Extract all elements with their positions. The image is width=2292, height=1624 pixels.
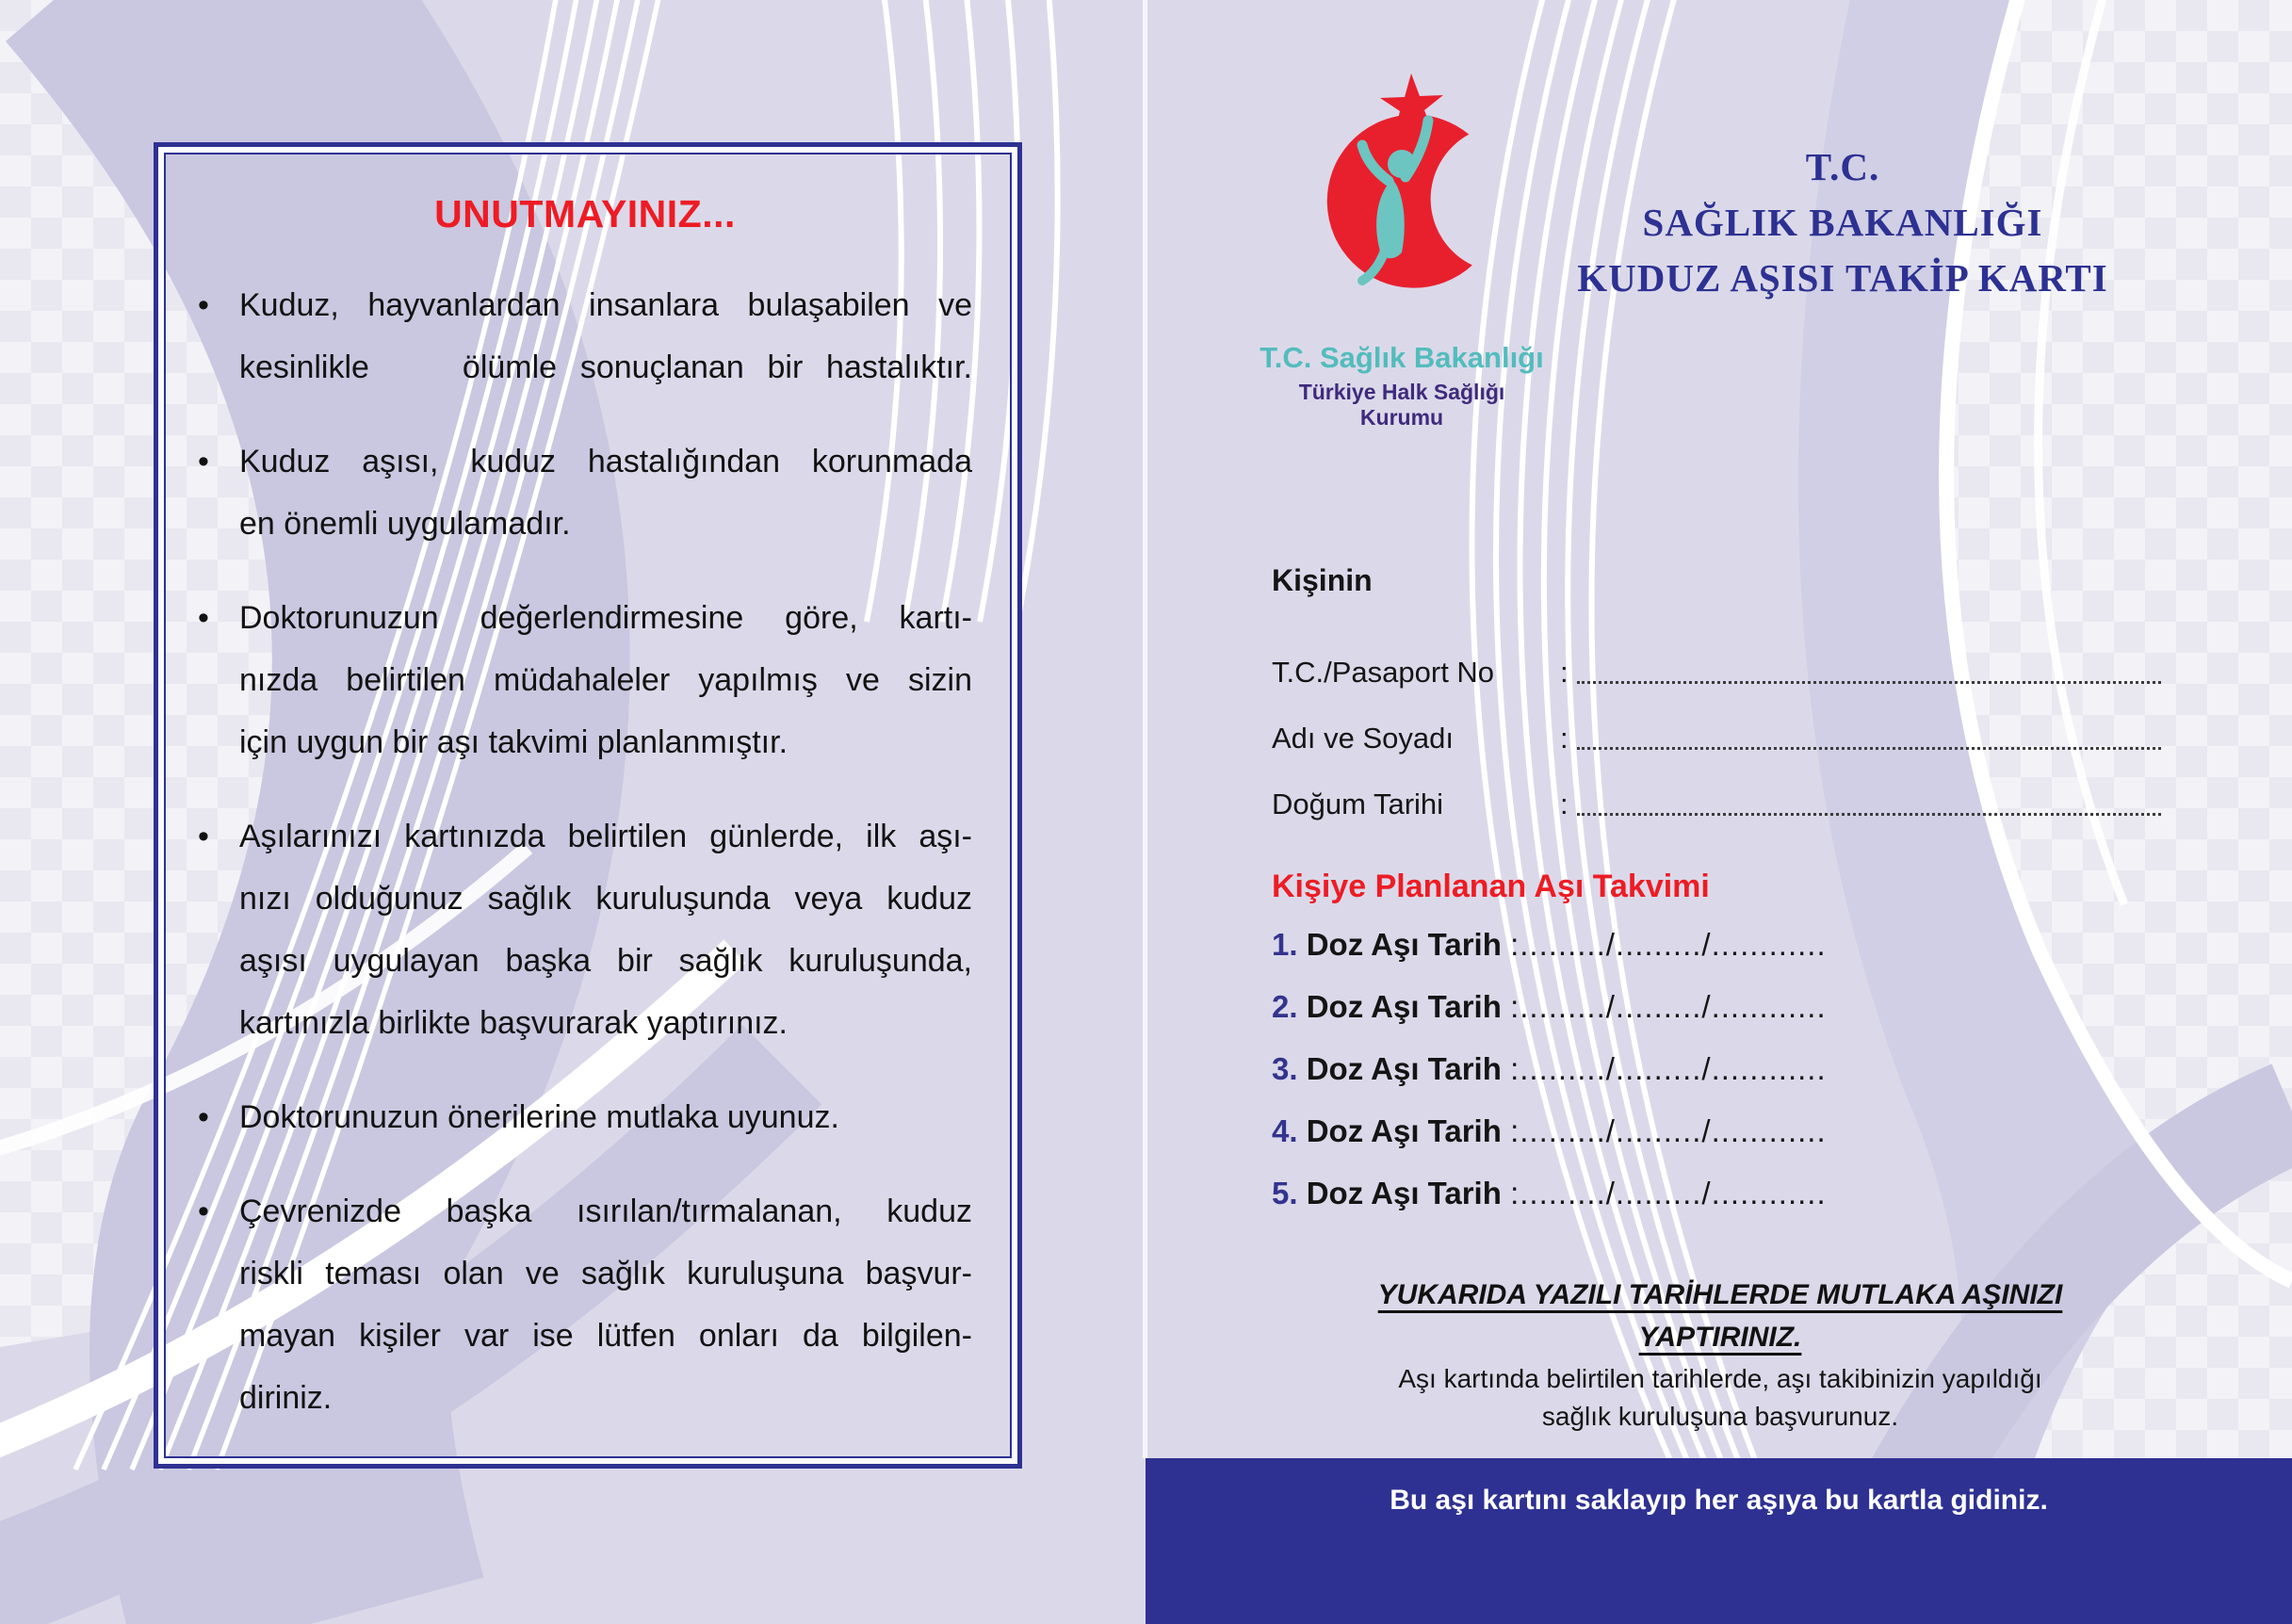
bullet-item [198,587,972,773]
dogum-tarihi-input-line[interactable] [1577,813,2161,816]
card-front-panel [1146,0,2292,1624]
bullet-marker-icon: • [198,287,209,323]
bullet-marker-icon: • [198,1194,209,1229]
bullet-line: Kuduz, hayvanlardan insanlara bulaşabilen ve [239,287,972,323]
warning-line2: YAPTIRINIZ. [1638,1322,1802,1353]
tc-pasaport-no-label: T.C./Pasaport No [1272,656,1495,689]
warning-line1: YUKARIDA YAZILI TARİHLERDE MUTLAKA AŞINIZI [1377,1279,2063,1310]
adi-ve-soyadi-input-line[interactable] [1577,747,2161,750]
dose-label: Doz Aşı Tarih [1297,1051,1511,1086]
dose-date-line[interactable]: :........./........./............ [1510,1176,1827,1210]
dose-number: 4. [1272,1113,1298,1148]
bullet-marker-icon: • [198,444,209,479]
field-colon: : [1560,722,1569,755]
dose-list [1272,927,2195,1238]
dose-row [1272,1051,2195,1113]
bullet-line: mayan kişiler var ise lütfen onları da bilgilen- [239,1318,972,1354]
dose-number: 5. [1272,1176,1298,1210]
bullet-line: aşısı uygulayan başka bir sağlık kuruluşunda, [239,943,972,979]
bullet-item [198,430,972,555]
person-field-row [1272,695,2161,761]
bullet-item [198,274,972,398]
footer-bar-text: Bu aşı kartını saklayıp her aşıya bu kartla gidiniz. [1390,1485,2048,1516]
dogum-tarihi-label: Doğum Tarihi [1272,788,1444,820]
person-field-row [1272,629,2161,695]
bullet-line: en önemli uygulamadır. [239,506,571,542]
dose-label: Doz Aşı Tarih [1297,1176,1511,1210]
dose-row [1272,1113,2195,1176]
logo-caption-institution-line2: Kurumu [1359,405,1444,430]
bullet-marker-icon: • [198,819,209,854]
dose-date-line[interactable]: :........./........./............ [1510,1051,1827,1086]
person-field-row [1272,761,2161,827]
warning-text [1202,1274,2238,1358]
field-colon: : [1560,788,1569,820]
dose-number: 2. [1272,989,1298,1024]
bullet-line: nızda belirtilen müdahaleler yapılmış ve sizin [239,662,972,698]
bullet-line: diriniz. [239,1380,333,1416]
bullet-line: Kuduz aşısı, kuduz hastalığından korunmada [239,444,972,479]
bullet-text [239,1086,972,1148]
card-title-line3: KUDUZ AŞISI TAKİP KARTI [1577,256,2108,300]
bullet-text [239,805,972,1054]
field-colon: : [1560,656,1569,689]
dose-number: 1. [1272,927,1298,962]
card-title [1513,139,2172,306]
bullet-line: Doktorunuzun önerilerine mutlaka uyunuz. [239,1099,839,1135]
bullet-text [239,430,972,555]
bullet-line: riskli teması olan ve sağlık kuruluşuna başvur- [239,1256,972,1291]
reminder-title: UNUTMAYINIZ... [434,192,736,235]
bullet-item [198,1086,972,1148]
bullet-line: Çevrenizde başka ısırılan/tırmalanan, kuduz [239,1194,972,1229]
person-section-heading: Kişinin [1272,563,1373,597]
note-line1: Aşı kartında belirtilen tarihlerde, aşı takibinizin yapıldığı [1398,1364,2042,1393]
dose-row [1272,1176,2195,1238]
card-title-line1: T.C. [1805,145,1880,188]
card-title-line2: SAĞLIK BAKANLIĞI [1642,201,2043,244]
bullet-text [239,1180,972,1429]
bullet-line: Doktorunuzun değerlendirmesine göre, kartı- [239,600,972,636]
dose-number: 3. [1272,1051,1298,1086]
person-fields [1272,629,2161,827]
bullet-marker-icon: • [198,600,209,636]
footer-bar [1146,1458,2292,1624]
dose-label: Doz Aşı Tarih [1297,927,1511,962]
tc-pasaport-no-input-line[interactable] [1577,681,2161,684]
adi-ve-soyadi-label: Adı ve Soyadı [1272,722,1455,755]
bullet-line: nızı olduğunuz sağlık kuruluşunda veya kuduz [239,881,972,917]
dose-row [1272,989,2195,1051]
schedule-heading: Kişiye Planlanan Aşı Takvimi [1272,869,1710,904]
dose-date-line[interactable]: :........./........./............ [1510,927,1827,962]
bullet-marker-icon: • [198,1099,209,1135]
ministry-of-health-logo-icon [1287,66,1513,330]
dose-label: Doz Aşı Tarih [1297,1113,1511,1148]
bullet-item [198,1180,972,1429]
dose-row [1272,927,2195,989]
bullet-line: kartınızla birlikte başvurarak yaptırınız. [239,1005,788,1041]
bullet-text [239,587,972,773]
note-line2: sağlık kuruluşuna başvurunuz. [1541,1402,1899,1431]
bullet-list [198,274,972,1429]
bullet-text [239,274,972,398]
logo-caption-institution-line1: Türkiye Halk Sağlığı [1298,380,1505,404]
logo-caption-ministry: T.C. Sağlık Bakanlığı [1260,341,1544,374]
dose-date-line[interactable]: :........./........./............ [1510,989,1827,1024]
bullet-line: Aşılarınızı kartınızda belirtilen günlerde, ilk aşı- [239,819,972,854]
note-text [1202,1360,2238,1436]
dose-label: Doz Aşı Tarih [1297,989,1511,1024]
bullet-line: için uygun bir aşı takvimi planlanmıştır. [239,724,788,760]
bullet-item [198,805,972,1054]
reminder-box [164,153,1012,1458]
bullet-line: kesinlikle ölümle sonuçlanan bir hastalıktır. [239,349,972,385]
dose-date-line[interactable]: :........./........./............ [1510,1113,1827,1148]
